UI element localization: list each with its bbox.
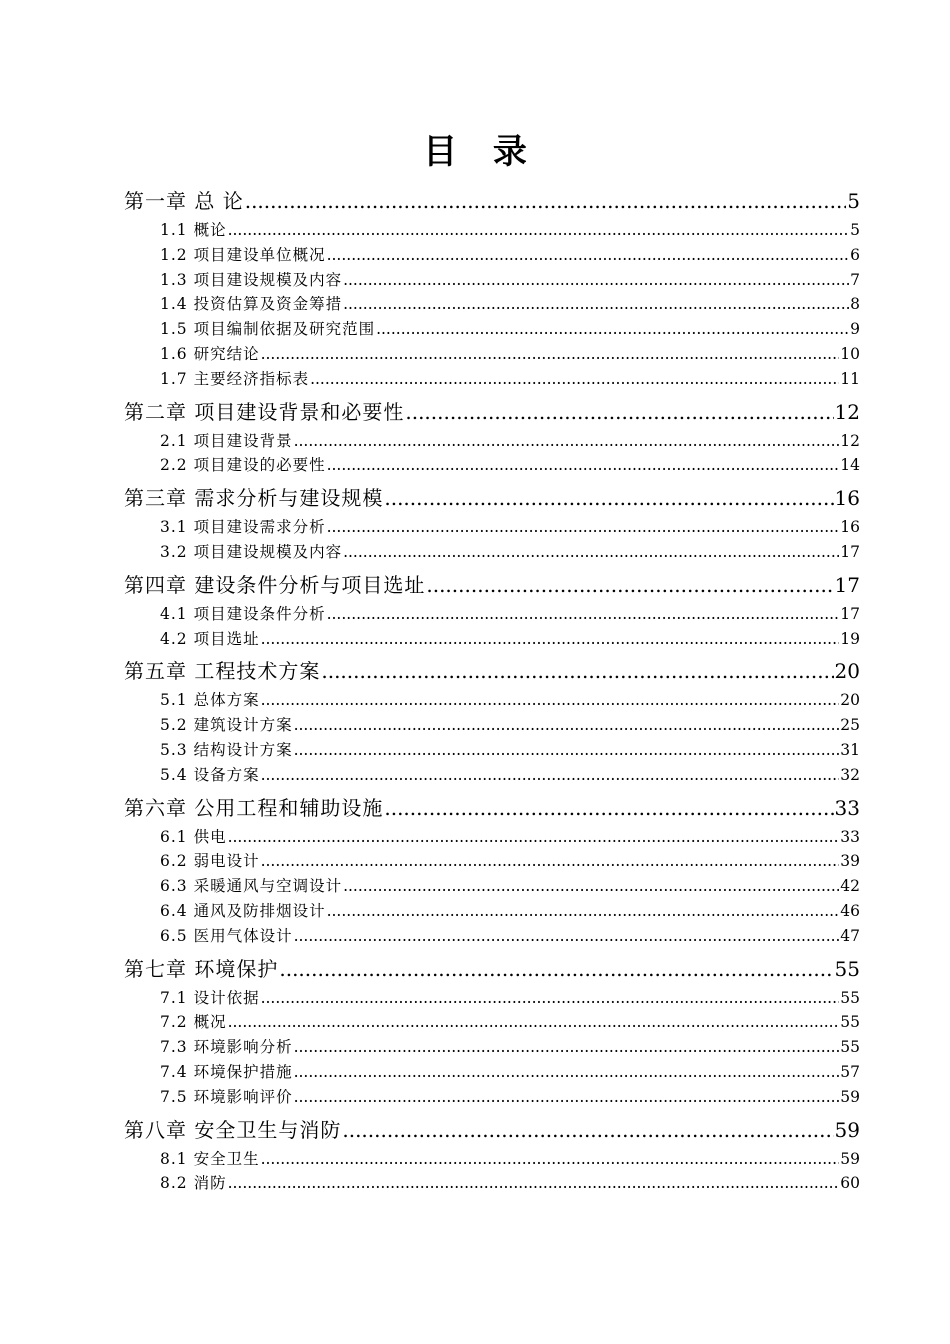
dot-leader (426, 568, 833, 602)
section-label: 1.3 项目建设规模及内容 (160, 270, 343, 289)
dot-leader (294, 738, 840, 763)
toc-section-7-1[interactable] (124, 986, 860, 1011)
toc-section-1-1[interactable] (124, 218, 860, 243)
dot-leader (228, 218, 850, 243)
section-label: 7.4 环境保护措施 (160, 1062, 293, 1081)
dot-leader (327, 899, 840, 924)
toc-section-1-4[interactable] (124, 292, 860, 317)
toc-section-1-3[interactable] (124, 268, 860, 293)
section-page-number: 10 (840, 344, 860, 363)
toc-section-5-1[interactable] (124, 688, 860, 713)
section-page-number: 11 (840, 369, 860, 388)
chapter-label: 第七章 环境保护 (124, 956, 279, 981)
toc-section-6-4[interactable] (124, 899, 860, 924)
section-page-number: 60 (840, 1174, 860, 1193)
dot-leader (342, 1113, 833, 1147)
section-label: 6.1 供电 (160, 827, 227, 846)
dot-leader (384, 481, 833, 515)
section-page-number: 7 (850, 270, 860, 289)
toc-section-2-1[interactable] (124, 429, 860, 454)
section-label: 6.4 通风及防排烟设计 (160, 901, 326, 920)
dot-leader (310, 367, 839, 392)
toc-section-5-4[interactable] (124, 763, 860, 788)
section-label: 3.2 项目建设规模及内容 (160, 542, 343, 561)
section-page-number: 25 (840, 716, 860, 735)
section-label: 1.4 投资估算及资金筹措 (160, 295, 343, 314)
dot-leader (261, 849, 840, 874)
section-page-number: 16 (840, 518, 860, 537)
toc-chapter-5[interactable] (124, 654, 860, 688)
section-label: 1.5 项目编制依据及研究范围 (160, 320, 376, 339)
section-label: 3.1 项目建设需求分析 (160, 518, 326, 537)
dot-leader (327, 453, 840, 478)
section-label: 7.1 设计依据 (160, 988, 260, 1007)
dot-leader (376, 317, 849, 342)
toc-section-1-2[interactable] (124, 243, 860, 268)
chapter-label: 第八章 安全卫生与消防 (124, 1117, 342, 1142)
toc-section-3-1[interactable] (124, 515, 860, 540)
section-label: 7.3 环境影响分析 (160, 1038, 293, 1057)
section-page-number: 46 (840, 901, 860, 920)
dot-leader (294, 924, 840, 949)
section-page-number: 20 (840, 691, 860, 710)
section-page-number: 12 (840, 431, 860, 450)
chapter-label: 第五章 工程技术方案 (124, 659, 321, 684)
dot-leader (228, 1171, 840, 1196)
section-label: 2.2 项目建设的必要性 (160, 456, 326, 475)
dot-leader (321, 654, 833, 688)
dot-leader (294, 713, 840, 738)
section-page-number: 59 (840, 1087, 860, 1106)
chapter-label: 第一章 总 论 (124, 189, 244, 213)
dot-leader (405, 395, 833, 429)
toc-section-1-5[interactable] (124, 317, 860, 342)
dot-leader (327, 515, 840, 540)
toc-chapter-2[interactable] (124, 395, 860, 429)
section-page-number: 5 (850, 221, 860, 239)
toc-section-6-1[interactable] (124, 825, 860, 850)
section-label: 5.2 建筑设计方案 (160, 716, 293, 735)
section-label: 1.2 项目建设单位概况 (160, 245, 326, 264)
dot-leader (228, 1010, 840, 1035)
section-page-number: 33 (840, 827, 860, 846)
section-page-number: 57 (840, 1062, 860, 1081)
section-page-number: 19 (840, 629, 860, 648)
dot-leader (327, 243, 850, 268)
section-label: 6.5 医用气体设计 (160, 926, 293, 945)
section-label: 5.1 总体方案 (160, 691, 260, 710)
section-label: 6.3 采暖通风与空调设计 (160, 877, 343, 896)
toc-section-7-5[interactable] (124, 1085, 860, 1110)
toc-section-7-3[interactable] (124, 1035, 860, 1060)
section-page-number: 55 (840, 1038, 860, 1057)
toc-section-2-2[interactable] (124, 453, 860, 478)
toc-section-6-5[interactable] (124, 924, 860, 949)
toc-section-7-2[interactable] (124, 1010, 860, 1035)
dot-leader (343, 874, 839, 899)
section-page-number: 39 (840, 852, 860, 871)
dot-leader (261, 763, 840, 788)
section-label: 5.3 结构设计方案 (160, 740, 293, 759)
section-page-number: 9 (850, 320, 860, 339)
dot-leader (279, 952, 833, 986)
section-label: 1.1 概论 (160, 221, 227, 239)
dot-leader (261, 627, 840, 652)
toc-title: 目 录 (423, 132, 539, 172)
section-page-number: 55 (840, 1013, 860, 1032)
dot-leader (343, 540, 839, 565)
chapter-label: 第二章 项目建设背景和必要性 (124, 399, 405, 424)
chapter-page-number: 33 (834, 795, 860, 820)
section-page-number: 6 (850, 245, 860, 264)
dot-leader (245, 184, 847, 218)
dot-leader (343, 292, 849, 317)
section-page-number: 42 (840, 877, 860, 896)
dot-leader (261, 688, 840, 713)
section-page-number: 8 (850, 295, 860, 314)
toc-chapter-1[interactable] (124, 184, 860, 218)
chapter-page-number: 20 (834, 659, 860, 684)
section-label: 4.1 项目建设条件分析 (160, 604, 326, 623)
chapter-page-number: 59 (834, 1117, 860, 1142)
toc-chapter-3[interactable] (124, 481, 860, 515)
section-label: 8.2 消防 (160, 1174, 227, 1193)
section-label: 7.2 概况 (160, 1013, 227, 1032)
toc-section-5-2[interactable] (124, 713, 860, 738)
chapter-page-number: 16 (834, 486, 860, 511)
toc-section-6-3[interactable] (124, 874, 860, 899)
chapter-label: 第四章 建设条件分析与项目选址 (124, 572, 426, 597)
section-label: 6.2 弱电设计 (160, 852, 260, 871)
section-page-number: 55 (840, 988, 860, 1007)
chapter-label: 第三章 需求分析与建设规模 (124, 486, 384, 511)
section-label: 2.1 项目建设背景 (160, 431, 293, 450)
section-label: 5.4 设备方案 (160, 765, 260, 784)
dot-leader (228, 825, 840, 850)
toc-section-1-6[interactable] (124, 342, 860, 367)
toc-section-7-4[interactable] (124, 1060, 860, 1085)
section-page-number: 59 (840, 1149, 860, 1168)
section-page-number: 31 (840, 740, 860, 759)
toc-section-6-2[interactable] (124, 849, 860, 874)
section-page-number: 32 (840, 765, 860, 784)
toc-chapter-8[interactable] (124, 1113, 860, 1147)
chapter-page-number: 5 (847, 189, 860, 213)
toc-section-8-2[interactable] (124, 1171, 860, 1196)
dot-leader (384, 791, 833, 825)
dot-leader (327, 602, 840, 627)
dot-leader (261, 1147, 840, 1172)
dot-leader (261, 986, 840, 1011)
toc-section-4-1[interactable] (124, 602, 860, 627)
toc-section-5-3[interactable] (124, 738, 860, 763)
chapter-page-number: 17 (834, 572, 860, 597)
toc-section-1-7[interactable] (124, 367, 860, 392)
toc-section-3-2[interactable] (124, 540, 860, 565)
toc-chapter-4[interactable] (124, 568, 860, 602)
dot-leader (343, 268, 849, 293)
chapter-page-number: 55 (834, 956, 860, 981)
toc-section-8-1[interactable] (124, 1147, 860, 1172)
toc-section-4-2[interactable] (124, 627, 860, 652)
chapter-page-number: 12 (834, 399, 860, 424)
section-label: 1.6 研究结论 (160, 344, 260, 363)
section-label: 7.5 环境影响评价 (160, 1087, 293, 1106)
section-label: 1.7 主要经济指标表 (160, 369, 310, 388)
section-page-number: 14 (840, 456, 860, 475)
section-page-number: 47 (840, 926, 860, 945)
dot-leader (261, 342, 840, 367)
section-label: 8.1 安全卫生 (160, 1149, 260, 1168)
table-of-contents (124, 184, 860, 1196)
toc-chapter-7[interactable] (124, 952, 860, 986)
chapter-label: 第六章 公用工程和辅助设施 (124, 795, 384, 820)
dot-leader (294, 1060, 840, 1085)
section-label: 4.2 项目选址 (160, 629, 260, 648)
dot-leader (294, 1085, 840, 1110)
dot-leader (294, 1035, 840, 1060)
section-page-number: 17 (840, 604, 860, 623)
toc-chapter-6[interactable] (124, 791, 860, 825)
dot-leader (294, 429, 840, 454)
section-page-number: 17 (840, 542, 860, 561)
